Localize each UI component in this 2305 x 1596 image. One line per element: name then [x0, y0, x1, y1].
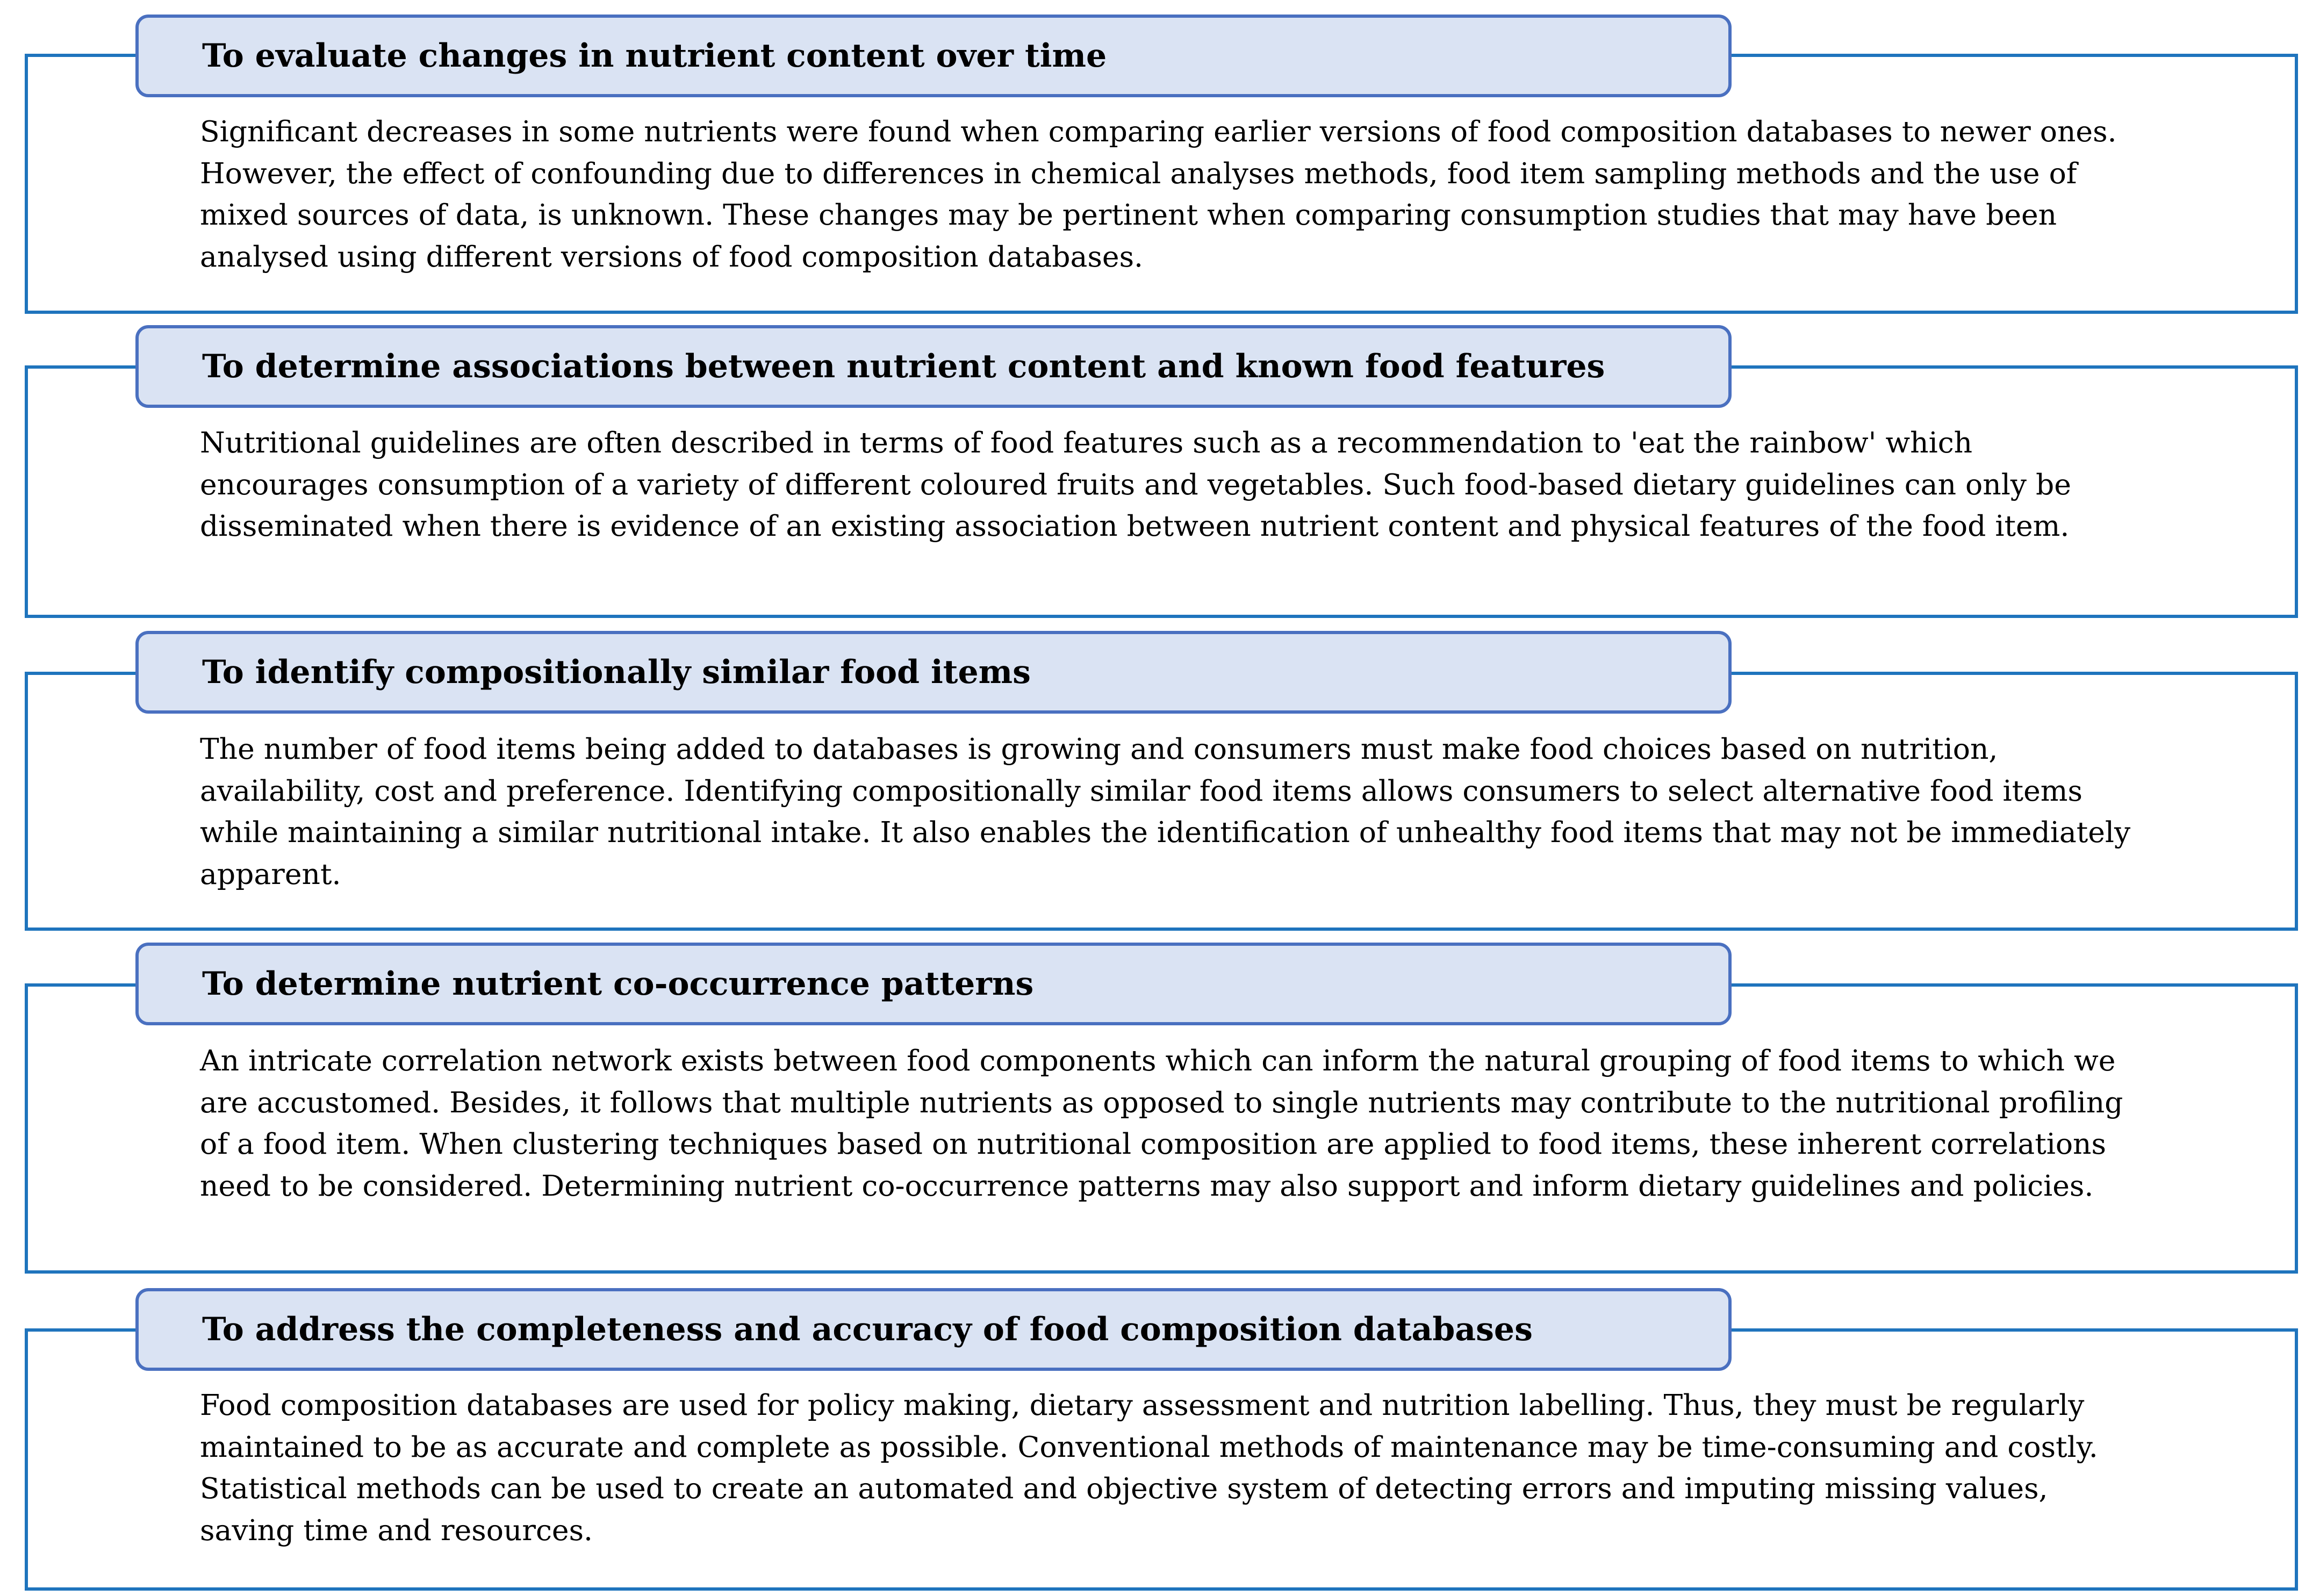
panel-title-similar-items: To identify compositionally similar food items — [135, 631, 1732, 714]
panel-title-food-features: To determine associations between nutrient content and known food features — [135, 325, 1732, 408]
panel-title-cooccurrence: To determine nutrient co-occurrence patterns — [135, 943, 1732, 1025]
panel-text-nutrient-change: Significant decreases in some nutrients were found when comparing earlier versions of food composition databases to newer ones. However, the effect of confounding due to differences in chemical analyses methods, food item sampling methods and the use of mixed sources of data, is unknown. These changes may be pertinent when comparing consumption studies that may have been analysed using different versions of food composition databases. — [200, 114, 2117, 274]
panel-title-nutrient-change: To evaluate changes in nutrient content over time — [135, 15, 1732, 97]
panel-title-completeness: To address the completeness and accuracy of food composition databases — [135, 1288, 1732, 1371]
panel-text-completeness: Food composition databases are used for policy making, dietary assessment and nutrition labelling. Thus, they must be regularly maintained to be as accurate and complete as possible. Conventional methods of maintenance may be time-consuming and costly. Statistical methods can be used to create an automated and objective system of detecting errors and imputing missing values, saving time and resources. — [200, 1388, 2098, 1547]
panel-text-food-features: Nutritional guidelines are often described in terms of food features such as a recommendation to 'eat the rainbow' which encourages consumption of a variety of different coloured fruits and vegetables. Such food-based dietary guidelines can only be disseminated when there is evidence of an existing association between nutrient content and physical features of the food item. — [200, 426, 2071, 543]
panel-text-similar-items: The number of food items being added to databases is growing and consumers must make food choices based on nutrition, availability, cost and preference. Identifying compositionally similar food items allows consumers to select alternative food items while maintaining a similar nutritional intake. It also enables the identification of unhealthy food items that may not be immediately apparent. — [200, 732, 2131, 891]
panel-text-cooccurrence: An intricate correlation network exists between food components which can inform the natural grouping of food items to which we are accustomed. Besides, it follows that multiple nutrients as opposed to single nutrients may contribute to the nutritional profiling of a food item. When clustering techniques based on nutritional composition are applied to food items, these inherent correlations need to be considered. Determining nutrient co-occurrence patterns may also support and inform dietary guidelines and policies. — [200, 1044, 2123, 1203]
